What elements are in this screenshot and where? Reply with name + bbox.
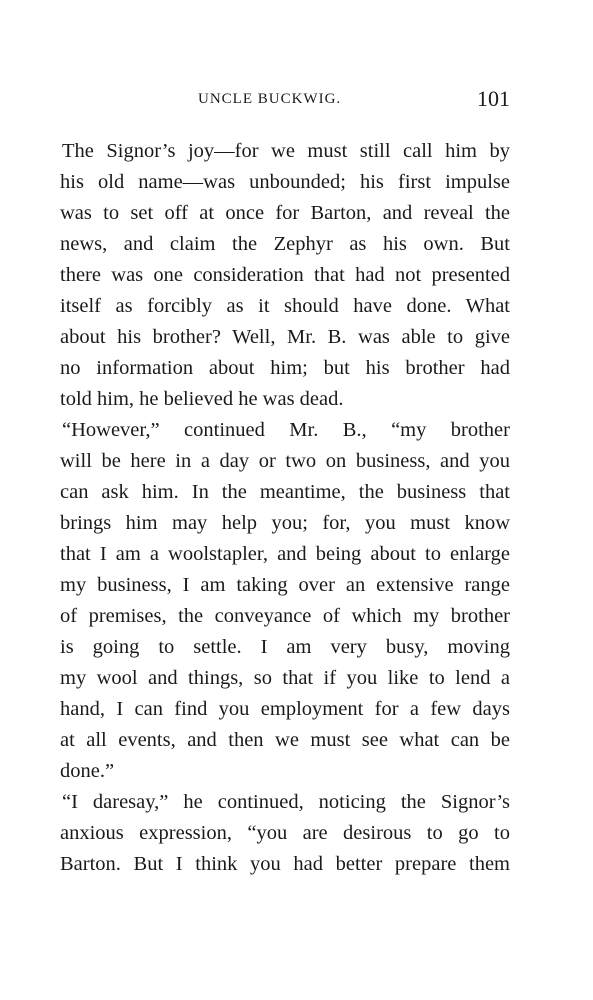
text-line: that I am a woolstapler, and being about to enlarge: [60, 543, 510, 565]
text-line: will be here in a day or two on business, and you: [60, 450, 510, 472]
text-line: of premises, the conveyance of which my brother: [60, 605, 510, 627]
text-line: anxious expression, “you are desirous to go to: [60, 822, 510, 844]
text-line: was to set off at once for Barton, and reveal the: [60, 202, 510, 224]
text-line: no information about him; but his brother had: [60, 357, 510, 379]
text-line: hand, I can find you employment for a few days: [60, 698, 510, 720]
text-line: my business, I am taking over an extensive range: [60, 574, 510, 596]
text-line: brings him may help you; for, you must know: [60, 512, 510, 534]
text-line: my wool and things, so that if you like to lend a: [60, 667, 510, 689]
text-line: can ask him. In the meantime, the business that: [60, 481, 510, 503]
text-line: there was one consideration that had not presented: [60, 264, 510, 286]
text-line: “I daresay,” he continued, noticing the Signor’s: [62, 791, 510, 813]
text-line: is going to settle. I am very busy, moving: [60, 636, 510, 658]
text-line: Barton. But I think you had better prepare them: [60, 853, 510, 875]
text-line: news, and claim the Zephyr as his own. But: [60, 233, 510, 255]
text-line: itself as forcibly as it should have done. What: [60, 295, 510, 317]
body-text: [60, 136, 510, 880]
text-line: done.”: [60, 760, 115, 782]
text-line: The Signor’s joy—for we must still call him by: [62, 140, 510, 162]
page-number: 101: [477, 86, 510, 111]
text-line: his old name—was unbounded; his first impulse: [60, 171, 510, 193]
text-line: told him, he believed he was dead.: [60, 388, 344, 410]
running-head-title: UNCLE BUCKWIG.: [198, 91, 342, 107]
running-head: [60, 86, 510, 116]
text-line: about his brother? Well, Mr. B. was able to give: [60, 326, 510, 348]
text-line: “However,” continued Mr. B., “my brother: [62, 419, 510, 441]
text-line: at all events, and then we must see what can be: [60, 729, 510, 751]
